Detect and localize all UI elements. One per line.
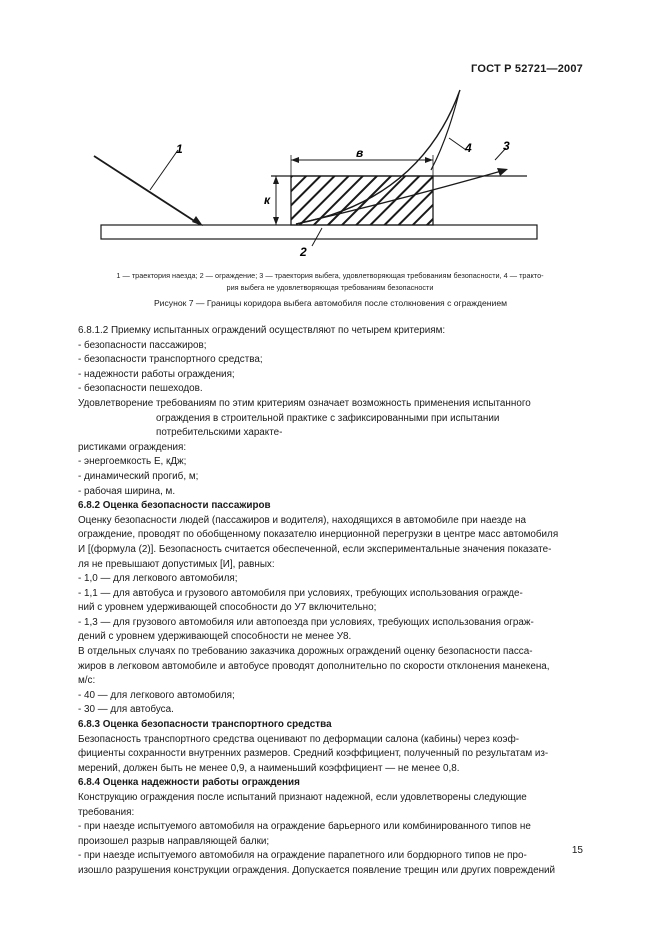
leader-1 bbox=[150, 150, 178, 190]
requirement-item: - при наезде испытуемого автомобиля на ограждение парапетного или бордюрного типов не про- bbox=[78, 850, 527, 862]
paragraph-line: Конструкцию ограждения после испытаний признают надежной, если удовлетворены следующие bbox=[78, 792, 527, 803]
heading-683: 6.8.3 Оценка безопасности транспортного средства bbox=[78, 719, 332, 731]
limit-item: - 1,1 — для автобуса и грузового автомобиля при условиях, требующих использования огражде- bbox=[78, 587, 523, 599]
label-1: 1 bbox=[176, 142, 183, 156]
characteristic-item: - энергоемкость Е, кДж; bbox=[78, 456, 187, 468]
legend-line-2: рия выбега не удовлетворяющая требованиям безопасности bbox=[226, 283, 434, 292]
criteria-item: - безопасности пешеходов. bbox=[78, 383, 203, 395]
requirement-item-cont: произошел разрыв направляющей балки; bbox=[78, 835, 270, 847]
requirement-item: - при наезде испытуемого автомобиля на ограждение барьерного или комбинированного типов не bbox=[78, 821, 531, 833]
paragraph-line: требования: bbox=[78, 806, 135, 818]
section-6812-intro: 6.8.1.2 Приемку испытанных ограждений осуществляют по четырем критериям: bbox=[78, 325, 446, 336]
label-4: 4 bbox=[465, 141, 472, 155]
figure-legend bbox=[50, 270, 610, 294]
speed-item: - 30 — для автобуса. bbox=[78, 704, 174, 716]
paragraph-line: ограждения в строительной практике с зафиксированными при испытании потребительскими характе- bbox=[156, 412, 500, 439]
limit-item-cont: ний с уровнем удерживающей способности до У7 включительно; bbox=[78, 602, 377, 614]
paragraph-line: м/с: bbox=[78, 675, 96, 687]
limit-item: - 1,0 — для легкового автомобиля; bbox=[78, 573, 238, 585]
guardrail-block bbox=[291, 176, 433, 225]
limit-item: - 1,3 — для грузового автомобиля или автопоезда при условиях, требующих использования ограж- bbox=[78, 616, 534, 628]
limit-item-cont: дений с уровнем удерживающей способности не менее У8. bbox=[78, 631, 352, 643]
leader-4 bbox=[449, 138, 466, 150]
paragraph-line: ристиками ограждения: bbox=[78, 441, 187, 453]
heading-684: 6.8.4 Оценка надежности работы ограждения bbox=[78, 777, 300, 789]
page-number: 15 bbox=[571, 845, 583, 856]
characteristic-item: - динамический прогиб, м; bbox=[78, 470, 199, 482]
paragraph-line: И [(формула (2)]. Безопасность считается обеспеченной, если экспериментальные значения показате- bbox=[78, 543, 552, 555]
paragraph-line: жиров в легковом автомобиле и автобусе проводят дополнительно по скорости отклонения манекена, bbox=[78, 660, 550, 672]
speed-item: - 40 — для легкового автомобиля; bbox=[78, 689, 235, 701]
label-2: 2 bbox=[300, 245, 307, 259]
criteria-item: - безопасности транспортного средства; bbox=[78, 354, 263, 366]
criteria-item: - безопасности пассажиров; bbox=[78, 339, 207, 351]
main-text bbox=[78, 324, 583, 879]
leader-2 bbox=[312, 228, 322, 246]
paragraph-line: В отдельных случаях по требованию заказчика дорожных ограждений оценку безопасности пасса- bbox=[78, 646, 533, 658]
road-strip bbox=[101, 225, 537, 239]
paragraph-line: ограждение, проводят по обобщенному показателю инерционной перегрузки в центре масс автомобиля bbox=[78, 529, 559, 541]
figure-caption: Рисунок 7 — Границы коридора выбега автомобиля после столкновения с ограждением bbox=[153, 298, 508, 308]
approach-trajectory-1 bbox=[94, 156, 199, 224]
paragraph-line: Оценку безопасности людей (пассажиров и водителя), находящихся в автомобиле при наезде на bbox=[78, 514, 527, 526]
paragraph-line: ля не превышают допустимых [И], равных: bbox=[78, 558, 275, 570]
requirement-item-cont: изошло разрушения конструкции ограждения. Допускается появление трещин или других повреждений bbox=[78, 864, 556, 876]
label-dim-k: к bbox=[264, 193, 271, 207]
paragraph-line: фициенты сохранности внутренних размеров. Средний коэффициент, полученный по результатам из- bbox=[78, 748, 549, 760]
characteristic-item: - рабочая ширина, м. bbox=[78, 485, 176, 497]
corridor-diagram bbox=[0, 0, 661, 270]
paragraph-line: Удовлетворение требованиям по этим критериям означает возможность применения испытанного bbox=[78, 397, 531, 409]
paragraph-line: мерений, должен быть не менее 0,9, а наименьший коэффициент — не менее 0,8. bbox=[78, 762, 460, 774]
criteria-item: - надежности работы ограждения; bbox=[78, 368, 235, 380]
label-dim-b: в bbox=[356, 146, 364, 160]
paragraph-line: Безопасность транспортного средства оценивают по деформации салона (кабины) через коэф- bbox=[78, 733, 519, 745]
label-3: 3 bbox=[503, 139, 510, 153]
legend-line-1: 1 — траектория наезда; 2 — ограждение; 3 — траектория выбега, удовлетворяющая требованиям безопасности, 4 — тракто- bbox=[116, 271, 544, 280]
standard-header: ГОСТ Р 52721—2007 bbox=[471, 63, 583, 75]
heading-682: 6.8.2 Оценка безопасности пассажиров bbox=[78, 500, 271, 512]
